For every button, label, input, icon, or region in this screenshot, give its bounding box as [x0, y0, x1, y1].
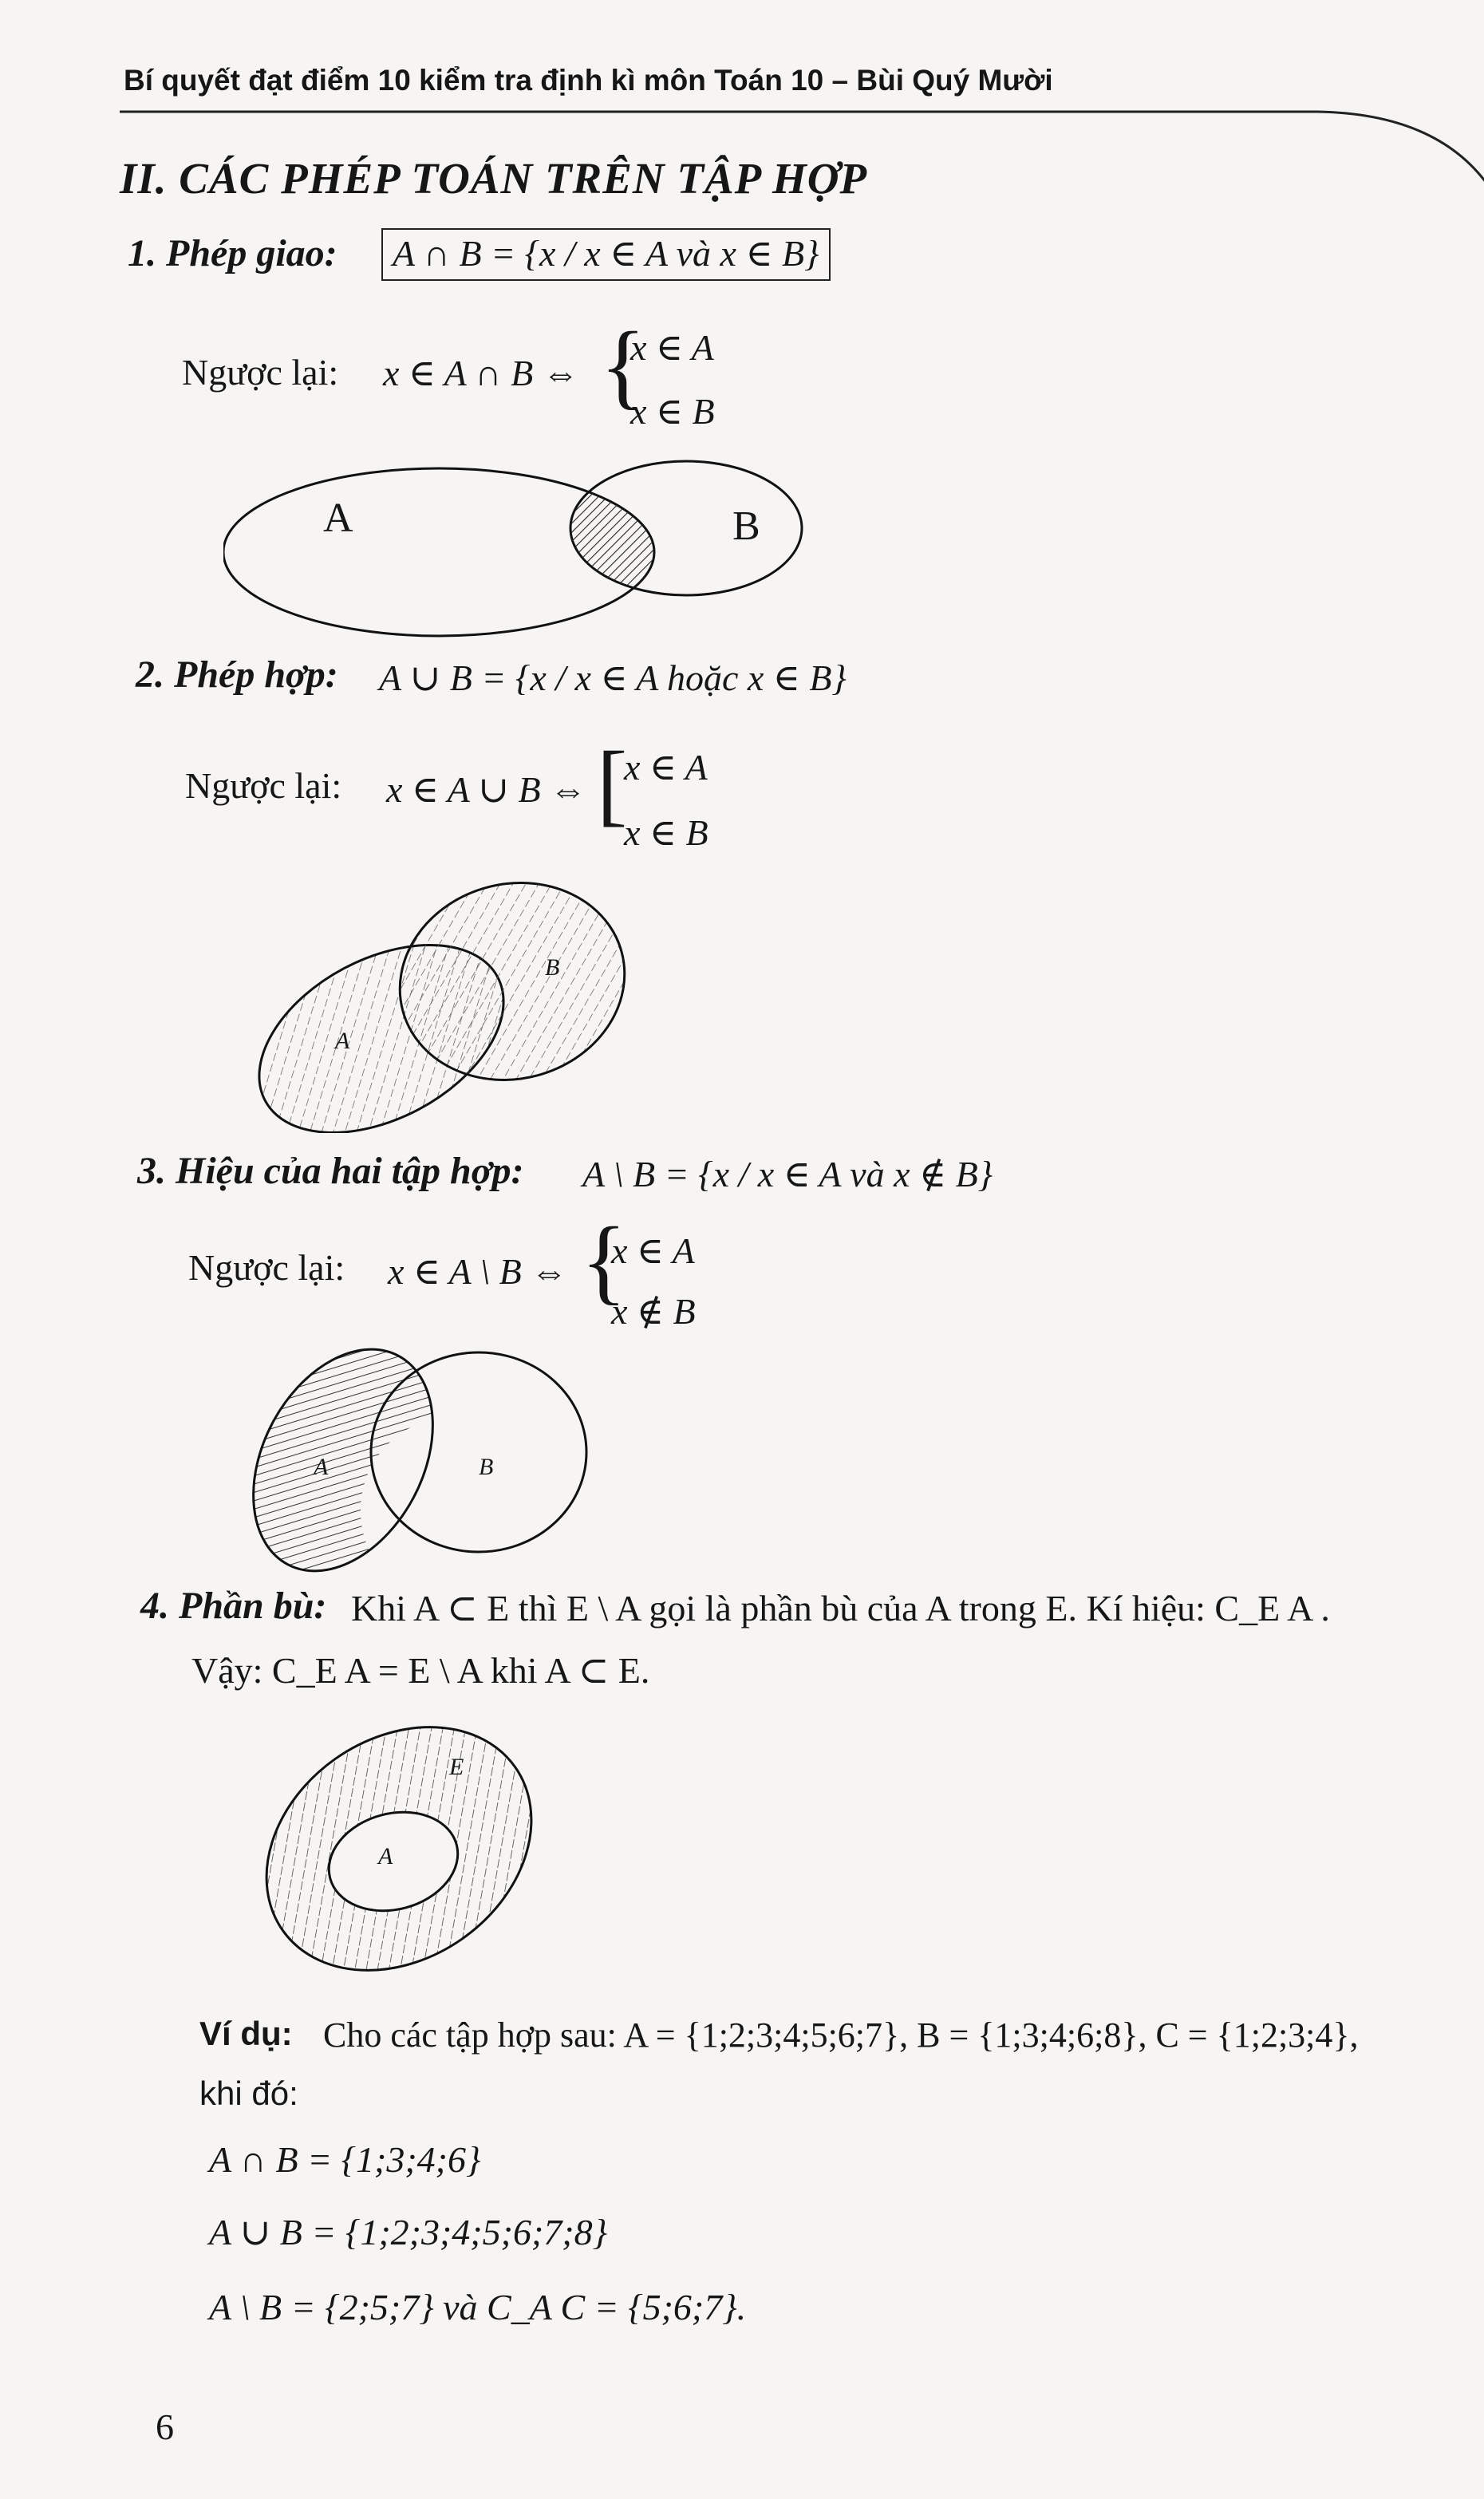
- s1-brace: {: [600, 312, 646, 418]
- s2-case2: x ∈ B: [624, 812, 708, 853]
- s1-converse-lhs: x ∈ A ∩ B ⇔: [383, 353, 579, 393]
- s3-converse-label: Ngược lại:: [188, 1247, 345, 1288]
- s3-converse-lhs: x ∈ A \ B ⇔: [388, 1251, 568, 1292]
- example-label: Ví dụ:: [199, 2015, 293, 2052]
- venn2-label-a: A: [335, 1028, 350, 1054]
- s1-converse-label: Ngược lại:: [182, 352, 339, 393]
- page-number: 6: [156, 2406, 174, 2447]
- s3-case2: x ∉ B: [611, 1291, 696, 1332]
- s2-formula: A ∪ B = {x / x ∈ A hoặc x ∈ B}: [379, 657, 847, 698]
- s3-brace: {: [581, 1207, 627, 1313]
- venn-complement: [251, 1711, 547, 1991]
- s2-case1: x ∈ A: [624, 747, 708, 788]
- example-then: khi đó:: [199, 2075, 298, 2112]
- s2-label: 2. Phép hợp:: [136, 653, 338, 696]
- section-title: II. CÁC PHÉP TOÁN TRÊN TẬP HỢP: [120, 154, 868, 203]
- example-text: Cho các tập hợp sau: A = {1;2;3;4;5;6;7}, B = {1;3;4;6;8}, C = {1;2;3;4},: [323, 2015, 1359, 2055]
- s2-converse-label: Ngược lại:: [185, 765, 342, 806]
- s1-label: 1. Phép giao:: [128, 232, 337, 274]
- example-result-union: A ∪ B = {1;2;3;4;5;6;7;8}: [209, 2212, 607, 2252]
- venn-union: [239, 870, 654, 1133]
- venn-intersection: [223, 447, 830, 654]
- s2-bracket: [: [597, 733, 628, 835]
- example-result-intersection: A ∩ B = {1;3;4;6}: [209, 2139, 481, 2180]
- s4-text: Khi A ⊂ E thì E \ A gọi là phần bù của A trong E. Kí hiệu: C_E A .: [351, 1588, 1330, 1628]
- venn4-label-a: A: [378, 1843, 393, 1869]
- venn4-label-e: E: [449, 1754, 464, 1780]
- venn3-label-b: B: [479, 1454, 494, 1480]
- s4-label: 4. Phần bù:: [140, 1585, 327, 1627]
- s4-line2: Vậy: C_E A = E \ A khi A ⊂ E.: [191, 1650, 650, 1691]
- s3-formula: A \ B = {x / x ∈ A và x ∉ B}: [582, 1154, 993, 1194]
- venn2-label-b: B: [545, 954, 560, 981]
- venn1-label-a: A: [323, 495, 353, 541]
- venn-difference: [243, 1340, 610, 1580]
- s1-case2: x ∈ B: [630, 391, 715, 432]
- s2-converse-lhs: x ∈ A ∪ B ⇔: [386, 769, 587, 810]
- s3-label: 3. Hiệu của hai tập hợp:: [137, 1150, 524, 1192]
- s1-formula: A ∩ B = {x / x ∈ A và x ∈ B}: [381, 228, 831, 281]
- venn3-label-a: A: [314, 1454, 329, 1480]
- venn1-label-b: B: [732, 503, 760, 549]
- s3-case1: x ∈ A: [611, 1230, 695, 1271]
- running-header: Bí quyết đạt điểm 10 kiểm tra định kì môn Toán 10 – Bùi Quý Mười: [124, 64, 1053, 97]
- example-result-difference: A \ B = {2;5;7} và C_A C = {5;6;7}.: [209, 2287, 747, 2327]
- s1-case1: x ∈ A: [630, 327, 714, 368]
